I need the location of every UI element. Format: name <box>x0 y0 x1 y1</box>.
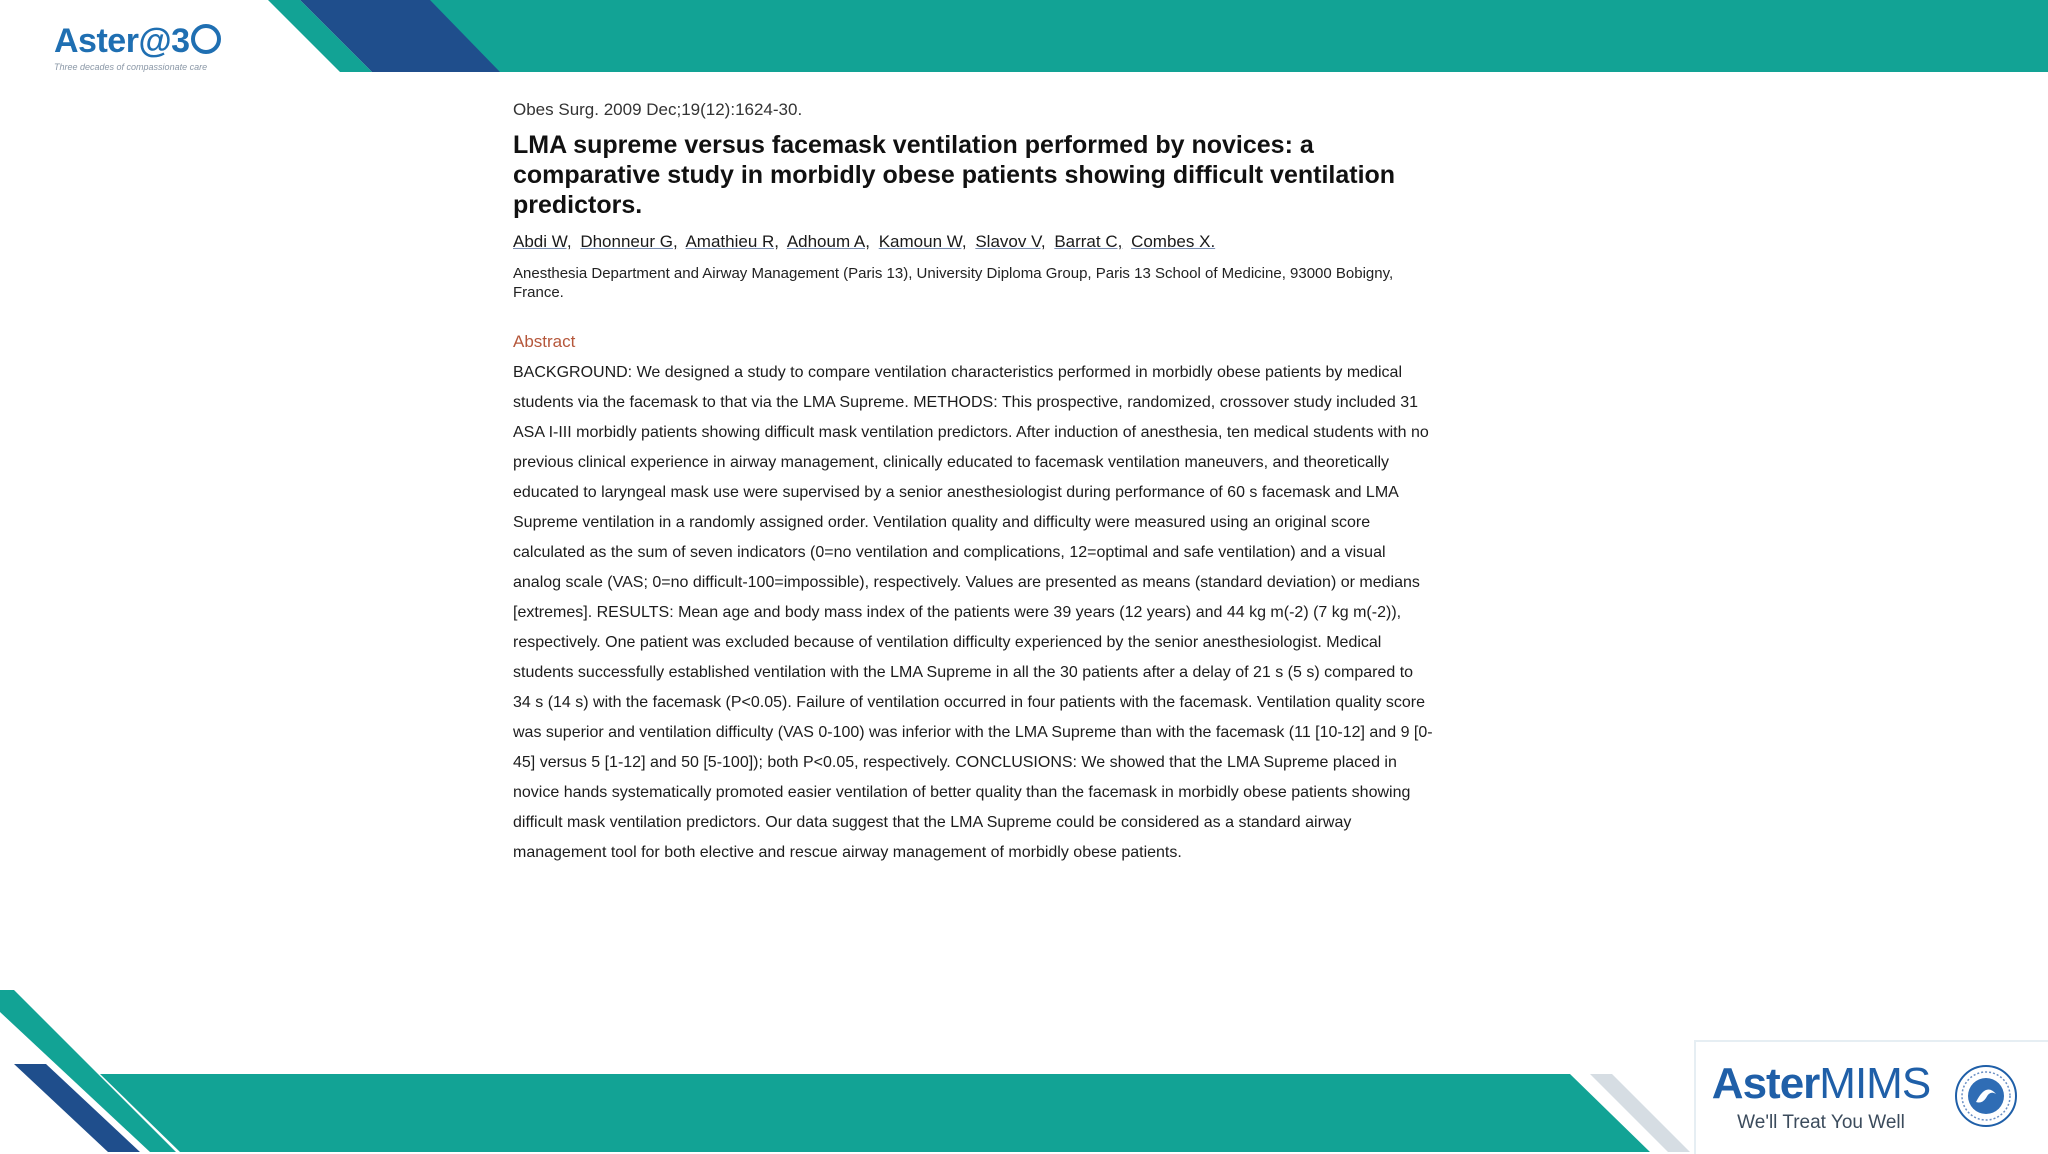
author-link[interactable]: Amathieu R, <box>685 232 780 251</box>
aster-mims-regular: MIMS <box>1819 1059 1931 1108</box>
abstract-body: BACKGROUND: We designed a study to compare ventilation characteristics performed in morbidly obese patients by medical students via the facemask to that via the LMA Supreme. METHODS: This prospective, randomized, crossover study included 31 ASA I-III morbidly patients showing difficult mask ventilation predictors. After induction of anesthesia, ten medical students with no previous clinical experience in airway management, clinically educated to facemask ventilation maneuvers, and theoretically educated to laryngeal mask use were supervised by a senior anesthesiologist during performance of 60 s facemask and LMA Supreme ventilation in a randomly assigned order. Ventilation quality and difficulty were measured using an original score calculated as the sum of seven indicators (0=no ventilation and complications, 12=optimal and safe ventilation) and a visual analog scale (VAS; 0=no difficult-100=impossible), respectively. Values are presented as means (standard deviation) or medians [extremes]. RESULTS: Mean age and body mass index of the patients were 39 years (12 years) and 44 kg m(-2) (7 kg m(-2)), respectively. One patient was excluded because of ventilation difficulty experienced by the senior anesthesiologist. Medical students successfully established ventilation with the LMA Supreme in all the 30 patients after a delay of 21 s (5 s) compared to 34 s (14 s) with the facemask (P<0.05). Failure of ventilation occurred in four patients with the facemask. Ventilation quality score was superior and ventilation difficulty (VAS 0-100) was inferior with the LMA Supreme than with the facemask (11 [10-12] and 9 [0-45] versus 5 [1-12] and 50 [5-100]); both P<0.05, respectively. CONCLUSIONS: We showed that the LMA Supreme placed in novice hands systematically promoted easier ventilation of better quality than the facemask in morbidly obese patients showing difficult mask ventilation predictors. Our data suggest that the LMA Supreme could be considered as a standard airway management tool for both elective and rescue airway management of morbidly obese patients. <box>513 364 1433 861</box>
author-affiliation: Anesthesia Department and Airway Management (Paris 13), University Diploma Group, Paris 13 School of Medicine, 93000 Bobigny, France. <box>513 265 1394 301</box>
author-link[interactable]: Adhoum A, <box>786 232 870 251</box>
bottom-teal-band <box>100 1074 1650 1152</box>
author-list <box>513 232 1433 252</box>
aster-30-logo-text: Aster@3 <box>54 24 254 58</box>
aster-mims-wordmark <box>1696 1059 1946 1108</box>
author-link[interactable]: Kamoun W, <box>878 232 967 251</box>
aster-mims-bold: Aster <box>1711 1059 1820 1108</box>
mims-seal-icon <box>1954 1064 2018 1128</box>
pubmed-article <box>513 100 1433 868</box>
author-link[interactable]: Dhonneur G, <box>580 232 678 251</box>
aster-mims-tagline: We'll Treat You Well <box>1737 1112 1905 1133</box>
aster-30-logo <box>54 24 254 72</box>
author-link[interactable]: Barrat C, <box>1054 232 1123 251</box>
author-link[interactable]: Combes X. <box>1131 232 1216 251</box>
aster-mims-logo <box>1694 1040 2048 1154</box>
author-link[interactable]: Abdi W, <box>513 232 572 251</box>
aster-30-tagline: Three decades of compassionate care <box>54 62 208 72</box>
abstract-heading: Abstract <box>513 332 576 351</box>
journal-citation[interactable]: Obes Surg. 2009 Dec;19(12):1624-30. <box>513 100 803 119</box>
article-title: LMA supreme versus facemask ventilation performed by novices: a comparative study in morbidly obese patients showing difficult ventilation predictors. <box>513 131 1396 219</box>
top-teal-band <box>420 0 2048 72</box>
author-link[interactable]: Slavov V, <box>975 232 1046 251</box>
